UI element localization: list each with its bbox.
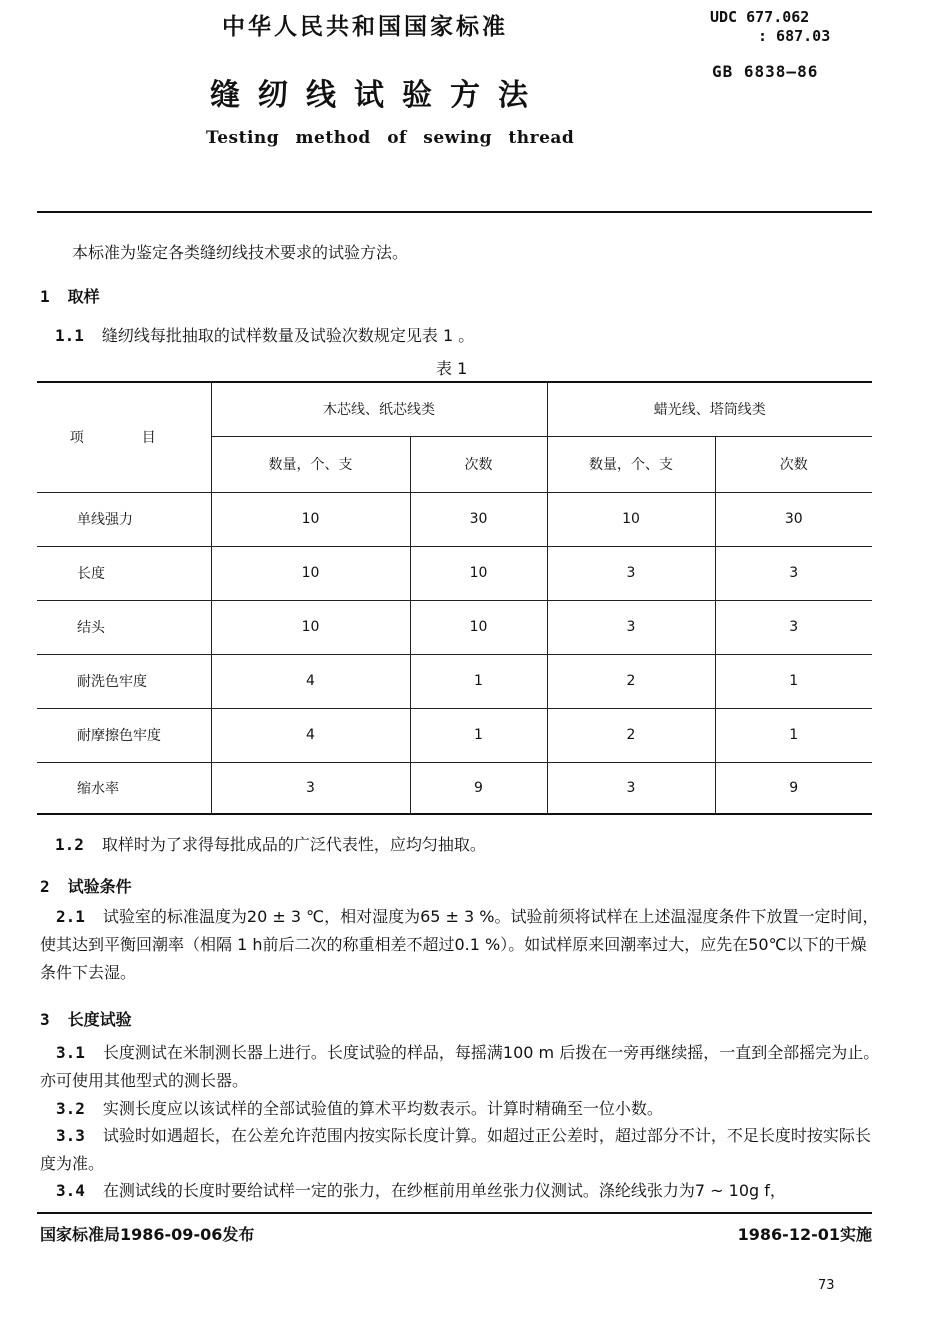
section-title: 长度试验 xyxy=(67,1010,132,1029)
clause-text: 取样时为了求得每批成品的广泛代表性，应均匀抽取。 xyxy=(101,835,486,854)
clause-number: 3.2 xyxy=(56,1099,85,1118)
cell-times-2: 1 xyxy=(715,708,872,762)
clause-3-3 xyxy=(40,1122,880,1178)
cell-qty-1: 10 xyxy=(211,492,410,546)
cell-times-1: 10 xyxy=(410,600,547,654)
section-3-heading xyxy=(40,1007,132,1030)
issue-date: 国家标准局1986-09-06发布 xyxy=(40,1225,255,1244)
clause-number: 3.1 xyxy=(56,1043,85,1062)
section-1-heading xyxy=(40,284,100,307)
udc-line-2: : 687.03 xyxy=(758,27,831,45)
row-label: 单线强力 xyxy=(37,492,211,546)
clause-text: 长度测试在米制测长器上进行。长度试验的样品，每摇满100 m 后拨在一旁再继续摇，一直到全部摇完为止。亦可使用其他型式的测长器。 xyxy=(40,1043,880,1090)
row-label: 结头 xyxy=(37,600,211,654)
intro-paragraph: 本标准为鉴定各类缝纫线技术要求的试验方法。 xyxy=(72,243,409,262)
table-caption: 表 1 xyxy=(436,359,468,378)
clause-1-1 xyxy=(55,323,474,346)
section-number: 2 xyxy=(40,877,50,896)
cell-times-2: 30 xyxy=(715,492,872,546)
cell-qty-2: 3 xyxy=(547,600,715,654)
table-row xyxy=(37,708,872,762)
cell-qty-2: 3 xyxy=(547,762,715,814)
cell-qty-1: 4 xyxy=(211,708,410,762)
clause-3-2 xyxy=(40,1095,880,1123)
section-title: 试验条件 xyxy=(67,877,132,896)
clause-text: 在测试线的长度时要给试样一定的张力，在纱框前用单丝张力仪测试。涤纶线张力为7 ~ 10g f， xyxy=(102,1181,786,1200)
table-row xyxy=(37,492,872,546)
group-header-wood-paper-core: 木芯线、纸芯线类 xyxy=(211,382,547,436)
cell-qty-2: 3 xyxy=(547,546,715,600)
clause-number: 3.3 xyxy=(56,1126,85,1145)
col-qty-header-1: 数量，个、支 xyxy=(211,436,410,492)
group-header-wax-cone: 蜡光线、塔筒线类 xyxy=(547,382,872,436)
cell-qty-1: 10 xyxy=(211,546,410,600)
cell-times-1: 9 xyxy=(410,762,547,814)
clause-3-4 xyxy=(40,1177,880,1205)
clause-1-2 xyxy=(55,832,486,855)
row-label: 耐摩擦色牢度 xyxy=(37,708,211,762)
table-row xyxy=(37,654,872,708)
table-row xyxy=(37,546,872,600)
cell-times-1: 30 xyxy=(410,492,547,546)
row-label: 耐洗色牢度 xyxy=(37,654,211,708)
cell-times-2: 3 xyxy=(715,600,872,654)
row-label: 长度 xyxy=(37,546,211,600)
cell-times-2: 1 xyxy=(715,654,872,708)
section-title: 取样 xyxy=(67,287,100,306)
section-2-heading xyxy=(40,874,132,897)
cell-qty-1: 4 xyxy=(211,654,410,708)
effective-date: 1986-12-01实施 xyxy=(737,1225,872,1244)
col-qty-header-2: 数量，个、支 xyxy=(547,436,715,492)
clause-number: 1.1 xyxy=(55,326,84,345)
cell-times-1: 10 xyxy=(410,546,547,600)
page-number: 73 xyxy=(818,1278,835,1293)
table-row xyxy=(37,762,872,814)
clause-number: 3.4 xyxy=(56,1181,85,1200)
clause-number: 1.2 xyxy=(55,835,84,854)
section-number: 3 xyxy=(40,1010,50,1029)
cell-times-2: 3 xyxy=(715,546,872,600)
clause-number: 2.1 xyxy=(56,907,85,926)
udc-code xyxy=(710,8,830,46)
item-column-header: 项 目 xyxy=(37,382,211,492)
cell-qty-1: 10 xyxy=(211,600,410,654)
col-times-header-2: 次数 xyxy=(715,436,872,492)
document-title-english: Testing method of sewing thread xyxy=(206,128,575,148)
clause-text: 试验室的标准温度为20 ± 3 ℃，相对湿度为65 ± 3 %。试验前须将试样在上述温湿度条件下放置一定时间，使其达到平衡回潮率（相隔 1 h前后二次的称重相差不超过0.1 %）。如试样原来回潮率过大，应先在50℃以下的干燥条件下去湿。 xyxy=(40,907,879,982)
udc-line-1: UDC 677.062 xyxy=(710,8,810,26)
clause-text: 实测长度应以该试样的全部试验值的算术平均数表示。计算时精确至一位小数。 xyxy=(102,1099,663,1118)
sampling-table xyxy=(37,381,872,815)
cell-times-1: 1 xyxy=(410,708,547,762)
document-title: 缝纫线试验方法 xyxy=(210,78,546,113)
cell-qty-2: 2 xyxy=(547,654,715,708)
footer-divider xyxy=(37,1212,872,1214)
clause-text: 缝纫线每批抽取的试样数量及试验次数规定见表 1 。 xyxy=(101,326,475,345)
clause-2-1 xyxy=(40,903,880,987)
cell-times-2: 9 xyxy=(715,762,872,814)
header-divider xyxy=(37,211,872,213)
clause-3-1 xyxy=(40,1039,880,1095)
clause-text: 试验时如遇超长，在公差允许范围内按实际长度计算。如超过正公差时，超过部分不计，不足长度时按实际长度为准。 xyxy=(40,1126,871,1173)
row-label: 缩水率 xyxy=(37,762,211,814)
cell-qty-2: 2 xyxy=(547,708,715,762)
col-times-header-1: 次数 xyxy=(410,436,547,492)
cell-qty-1: 3 xyxy=(211,762,410,814)
standard-number: GB 6838—86 xyxy=(712,62,819,81)
table-row xyxy=(37,600,872,654)
cell-times-1: 1 xyxy=(410,654,547,708)
section-number: 1 xyxy=(40,287,50,306)
cell-qty-2: 10 xyxy=(547,492,715,546)
issuing-authority: 中华人民共和国国家标准 xyxy=(222,14,508,40)
